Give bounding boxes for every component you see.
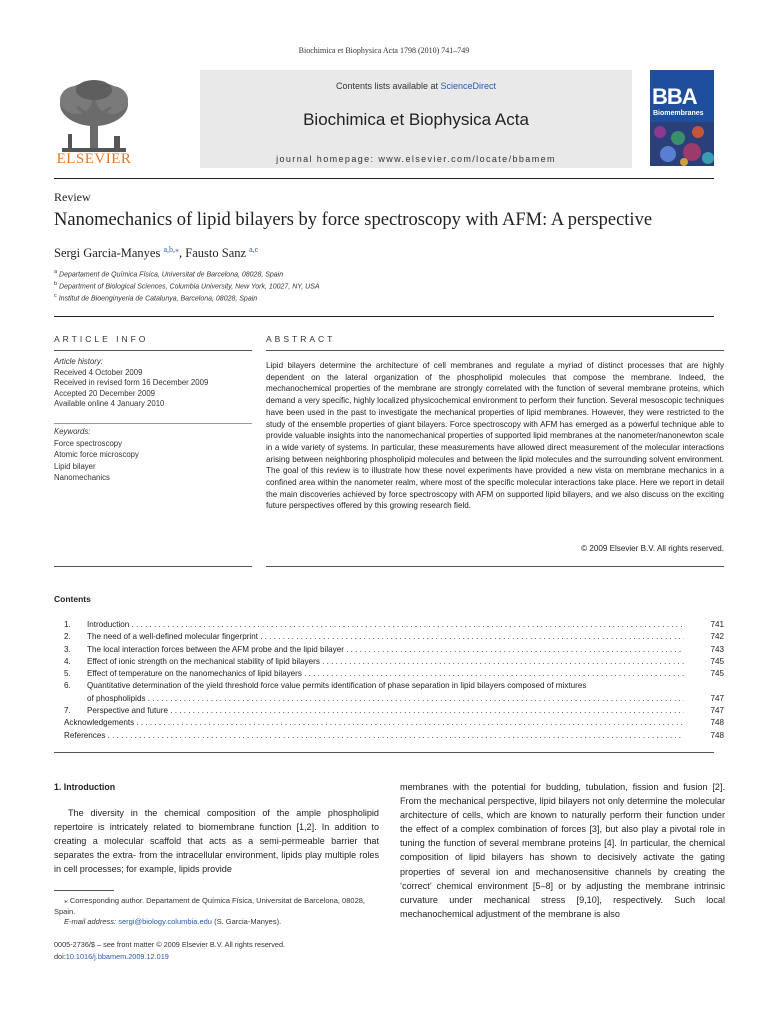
elsevier-wordmark: ELSEVIER bbox=[56, 151, 132, 167]
article-info-rule bbox=[54, 350, 252, 351]
sciencedirect-link[interactable]: ScienceDirect bbox=[440, 81, 497, 91]
toc-number: 5. bbox=[64, 669, 71, 679]
toc-item[interactable] bbox=[54, 668, 724, 680]
article-info-heading: ARTICLE INFO bbox=[54, 334, 149, 344]
toc-number: 6. bbox=[64, 681, 71, 691]
abstract-heading: ABSTRACT bbox=[266, 334, 336, 344]
contents-rule bbox=[54, 752, 714, 753]
author-name: Fausto Sanz bbox=[185, 246, 247, 261]
history-entry: Received 4 October 2009 bbox=[54, 367, 143, 377]
cover-title: BBA bbox=[652, 84, 697, 109]
keywords bbox=[54, 426, 252, 484]
doi-link[interactable]: 10.1016/j.bbamem.2009.12.019 bbox=[65, 952, 169, 961]
doi-line bbox=[54, 952, 169, 961]
affiliation-mark: a bbox=[54, 269, 58, 275]
article-title: Nanomechanics of lipid bilayers by force spectroscopy with AFM: A perspective bbox=[54, 210, 653, 230]
toc-page: 748 bbox=[710, 718, 724, 728]
email-note bbox=[64, 917, 281, 926]
header-rule bbox=[54, 178, 714, 179]
affiliation-text: Department of Biological Sciences, Columbia University, New York, 10027, NY, USA bbox=[59, 283, 320, 291]
article-info-divider bbox=[54, 423, 252, 424]
toc-page: 745 bbox=[710, 669, 724, 679]
keywords-label: Keywords: bbox=[54, 427, 91, 436]
history-label: Article history: bbox=[54, 357, 103, 366]
toc-page: 745 bbox=[710, 656, 724, 666]
toc-item[interactable] bbox=[54, 631, 724, 643]
abstract-rule bbox=[266, 350, 724, 351]
toc-number: 2. bbox=[64, 632, 71, 642]
journal-citation: Biochimica et Biophysica Acta 1798 (2010) 741–749 bbox=[298, 46, 470, 55]
keyword: Lipid bilayer bbox=[54, 461, 96, 471]
journal-homepage[interactable]: journal homepage: www.elsevier.com/locate/bbamem bbox=[276, 154, 556, 164]
history-entry: Accepted 20 December 2009 bbox=[54, 388, 155, 398]
toc-title[interactable]: Effect of temperature on the nanomechanics of lipid bilayers . . . bbox=[87, 668, 684, 680]
corresponding-author-note: ⁎ Corresponding author. Departament de Química Física, Universitat de Barcelona, 08028, Spain. bbox=[54, 896, 365, 916]
footnote-rule bbox=[54, 890, 114, 891]
toc-item[interactable] bbox=[54, 693, 724, 705]
email-suffix: (S. Garcia-Manyes). bbox=[214, 917, 282, 926]
toc-number: 7. bbox=[64, 706, 71, 716]
intro-paragraph-left: The diversity in the chemical composition of the ample phospholipid repertoire is intricately related to biomembrane function [1,2]. In addition to creating a molecular scaffold that acts as a semi-permeable barrier that separates the extra- from the intracellular environment, lipids play multiple roles in cell processes; for example, lipids provide bbox=[54, 808, 379, 875]
author-list bbox=[54, 245, 258, 261]
toc-title[interactable]: Quantitative determination of the yield threshold force value permits identification of phase separation in lipid bilayers composed of mixtures bbox=[87, 681, 587, 691]
keyword: Nanomechanics bbox=[54, 473, 110, 483]
toc-page: 748 bbox=[710, 730, 724, 740]
toc-number: 1. bbox=[64, 620, 71, 629]
history-entry: Available online 4 January 2010 bbox=[54, 399, 165, 408]
affiliation bbox=[54, 281, 320, 290]
contents-available-line bbox=[200, 81, 632, 91]
journal-cover-thumbnail[interactable] bbox=[650, 70, 714, 166]
section-heading-introduction: 1. Introduction bbox=[54, 782, 116, 792]
cover-subtitle: Biomembranes bbox=[653, 110, 704, 117]
toc-page: 742 bbox=[710, 632, 724, 642]
affiliation bbox=[54, 269, 283, 278]
author-name: Sergi Garcia-Manyes bbox=[54, 246, 161, 261]
author-separator: , bbox=[179, 246, 186, 261]
email-label: E-mail address: bbox=[64, 917, 117, 926]
toc-title[interactable]: References . . . bbox=[64, 730, 684, 742]
toc-item[interactable] bbox=[54, 644, 724, 656]
toc-item[interactable] bbox=[54, 717, 724, 729]
keyword: Atomic force microscopy bbox=[54, 450, 139, 460]
section-rule bbox=[54, 316, 714, 317]
toc-title[interactable]: Acknowledgements . . . bbox=[64, 717, 684, 729]
toc-item[interactable] bbox=[54, 656, 724, 668]
toc-item[interactable] bbox=[54, 619, 724, 631]
toc-item[interactable] bbox=[54, 680, 724, 692]
abstract-text: Lipid bilayers determine the architecture of cell membranes and regulate a myriad of distinct processes that are highly dependent on the lateral organization of the phospholipid molecules that compose the membrane. Indeed, the mechanochemical properties of the membrane are strongly correlated with the function of several membrane proteins, which demand a very specific, highly localized physicochemical environment to perform their function. Several mesoscopic techniques have been used in the past to investigate the mechanical properties of lipid membranes. However, they were restricted to the study of the ensemble properties of giant bilayers. Force spectroscopy with AFM has emerged as a powerful technique able to provide valuable insights into the nanomechanical properties of supported lipid membranes at the nanometer/nanonewton scale in a wide variety of systems. In particular, these measurements have allowed direct measurement of the molecular interactions arising between neighboring phospholipid molecules and between the lipid molecules and the surrounding solvent environment. The goal of this review is to illustrate how these novel experiments have provided a new vista on membrane mechanics in a confined area within the nanometer realm, where most of the specific molecular interactions take place. Here we report in detail the main discoveries achieved by force spectroscopy with AFM on supported lipid bilayers, and we also discuss on the exciting future perspectives offered by this growing research field. bbox=[266, 361, 724, 511]
abstract-bottom-rule bbox=[266, 566, 724, 567]
toc-item[interactable] bbox=[54, 705, 724, 717]
toc-page: 741 bbox=[710, 620, 724, 629]
cover-image bbox=[650, 122, 714, 166]
toc-item[interactable] bbox=[54, 730, 724, 742]
doi-prefix: doi: bbox=[54, 952, 66, 961]
intro-paragraph-right: membranes with the potential for budding, tubulation, fission and fusion [2]. From the mechanical perspective, lipid bilayers not only determine the molecular architecture of cells, which are known to naturally perform their function under the effect of a complex combination of forces [3], but also play a pivotal role in tuning the function of several membrane proteins [4]. In particular, the chemical composition of lipid bilayers has shown to decisively activate the gating properties of several ion and mechanosensitive channels by creating the ‘correct’ chemical environment [5–8] or by adjusting the membrane intrinsic curvature under mechanical stress [9,10], respectively. Such local mechanochemical adjustment of the membrane is also bbox=[400, 782, 725, 919]
author-affiliation-marks[interactable]: a,c bbox=[249, 245, 259, 254]
table-of-contents bbox=[54, 619, 724, 742]
toc-number: 4. bbox=[64, 656, 71, 666]
affiliation bbox=[54, 293, 257, 302]
toc-page: 747 bbox=[710, 693, 724, 703]
contents-heading: Contents bbox=[54, 594, 91, 604]
author-affiliation-marks[interactable]: a,b,⁎ bbox=[163, 245, 180, 254]
abstract-copyright: © 2009 Elsevier B.V. All rights reserved. bbox=[581, 544, 724, 553]
keyword: Force spectroscopy bbox=[54, 438, 123, 448]
toc-page: 743 bbox=[710, 644, 724, 654]
affiliation-mark: b bbox=[54, 281, 58, 287]
article-info-bottom-rule bbox=[54, 566, 252, 567]
journal-title: Biochimica et Biophysica Acta bbox=[303, 110, 529, 129]
toc-title[interactable]: The local interaction forces between the AFM probe and the lipid bilayer . . . bbox=[87, 644, 684, 656]
toc-title[interactable]: Effect of ionic strength on the mechanical stability of lipid bilayers . . . bbox=[87, 656, 684, 668]
toc-page: 747 bbox=[710, 706, 724, 716]
toc-number: 3. bbox=[64, 644, 71, 654]
contents-prefix: Contents lists available at bbox=[335, 81, 441, 91]
issn-line: 0005-2736/$ – see front matter © 2009 Elsevier B.V. All rights reserved. bbox=[54, 940, 286, 949]
affiliation-text: Departament de Química Física, Universitat de Barcelona, 08028, Spain bbox=[59, 271, 284, 279]
toc-title[interactable]: Perspective and future . . . bbox=[87, 705, 684, 717]
affiliation-text: Institut de Bioenginyeria de Catalunya, Barcelona, 08028, Spain bbox=[58, 295, 258, 303]
affiliation-mark: c bbox=[54, 293, 57, 299]
email-link[interactable]: sergi@biology.columbia.edu bbox=[118, 917, 212, 926]
toc-title[interactable]: The need of a well-defined molecular fingerprint . . . bbox=[87, 631, 684, 643]
article-type: Review bbox=[54, 190, 91, 204]
history-entry: Received in revised form 16 December 2009 bbox=[54, 378, 209, 387]
toc-title[interactable]: Introduction . . . bbox=[87, 619, 684, 631]
toc-title[interactable]: of phospholipids . . . bbox=[87, 693, 684, 705]
article-history bbox=[54, 357, 252, 410]
